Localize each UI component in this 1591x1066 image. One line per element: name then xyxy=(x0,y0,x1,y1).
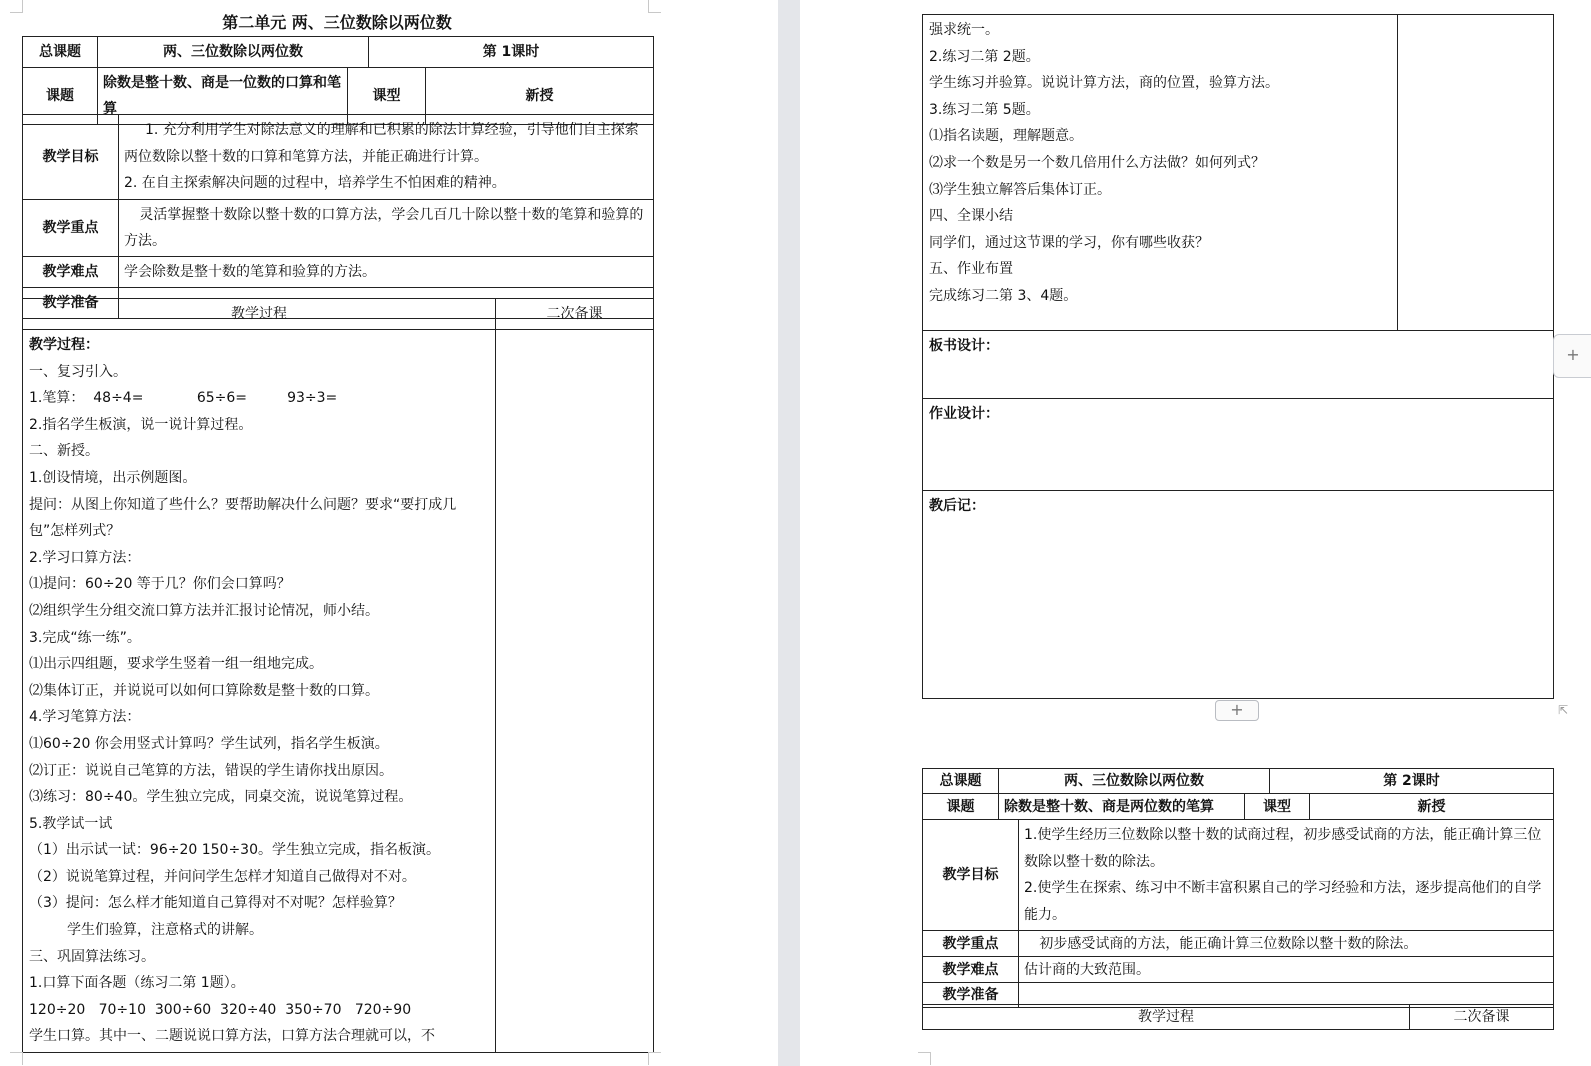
lesson1-continuation-table xyxy=(922,14,1554,699)
lesson2-goals-table xyxy=(922,819,1554,1008)
total-topic-value[interactable]: 两、三位数除以两位数 xyxy=(999,769,1270,794)
goal-1: 1.使学生经历三位数除以整十数的试商过程，初步感受试商的方法，能正确计算三位数除以整十数的除法。 xyxy=(1024,827,1542,870)
side-panel-add-button[interactable]: + xyxy=(1553,334,1591,378)
reflection-cell[interactable]: 教后记： xyxy=(923,491,1554,699)
process-line: 四、全课小结 xyxy=(929,208,1013,225)
process-line: ⑴出示四组题，要求学生竖着一组一组地完成。 xyxy=(29,656,323,673)
topic-label: 课题 xyxy=(23,68,98,125)
process-line: （1）出示试一试：96÷20 150÷30。学生独立完成，指名板演。 xyxy=(29,842,440,859)
goals-value[interactable] xyxy=(119,115,654,200)
process-line: （2）说说笔算过程，并问问学生怎样才知道自己做得对不对。 xyxy=(29,868,416,885)
lesson1-process-table xyxy=(22,298,654,1053)
process-header: 教学过程 xyxy=(923,1005,1410,1030)
type-value[interactable]: 新授 xyxy=(426,68,654,125)
difficulty-label: 教学难点 xyxy=(923,957,1019,983)
type-label: 课型 xyxy=(1245,794,1310,820)
type-label: 课型 xyxy=(348,68,426,125)
total-topic-value[interactable]: 两、三位数除以两位数 xyxy=(98,37,369,68)
topic-label: 课题 xyxy=(923,794,999,820)
lesson-number[interactable]: 第 2课时 xyxy=(1270,769,1554,794)
process-line: 学生们验算，注意格式的讲解。 xyxy=(67,922,263,939)
lesson1-header-table xyxy=(22,36,654,125)
goal-1: 1. 充分利用学生对除法意义的理解和已积累的除法计算经验，引导他们自主探索两位数除以整十数的口算和笔算方法，并能正确进行计算。 xyxy=(124,122,639,165)
secondary-prep-cell[interactable] xyxy=(496,330,654,1053)
process-line: 1.笔算： 48÷4= 65÷6= 93÷3= xyxy=(29,390,338,407)
page-corner-mark xyxy=(648,1052,661,1065)
process-line: 教学过程： xyxy=(29,337,99,353)
type-value[interactable]: 新授 xyxy=(1310,794,1554,820)
lesson1-goals-table xyxy=(22,114,654,319)
process-content[interactable] xyxy=(23,330,496,1053)
continuation-content[interactable] xyxy=(923,15,1398,331)
process-line: 强求统一。 xyxy=(929,22,999,38)
process-line: 3.完成“练一练”。 xyxy=(29,629,141,646)
process-line: ⑵订正：说说自己笔算的方法，错误的学生请你找出原因。 xyxy=(29,762,393,779)
goals-value[interactable] xyxy=(1019,820,1554,931)
process-line: ⑵求一个数是另一个数几倍用什么方法做？如何列式？ xyxy=(929,154,1265,171)
goal-2: 2.使学生在探索、练习中不断丰富积累自己的学习经验和方法，逐步提高他们的自学能力。 xyxy=(1024,880,1542,923)
add-row-button[interactable]: + xyxy=(1215,700,1259,721)
total-topic-label: 总课题 xyxy=(23,37,98,68)
process-line: ⑴指名读题，理解题意。 xyxy=(929,128,1083,145)
process-line: 2.指名学生板演，说一说计算过程。 xyxy=(29,416,253,433)
process-line: 2.练习二第 2题。 xyxy=(929,48,1040,65)
process-line: ⑶练习：80÷40。学生独立完成，同桌交流，说说笔算过程。 xyxy=(29,789,413,806)
page-corner-mark xyxy=(10,1052,23,1065)
process-line: ⑴60÷20 你会用竖式计算吗？学生试列，指名学生板演。 xyxy=(29,735,389,752)
process-header: 教学过程 xyxy=(23,299,496,330)
process-line: 120÷20 70÷10 300÷60 320÷40 350÷70 720÷90 xyxy=(29,1001,412,1018)
topic-value[interactable]: 除数是整十数、商是一位数的口算和笔算 xyxy=(98,68,348,125)
difficulty-label: 教学难点 xyxy=(23,256,119,287)
process-line: ⑶学生独立解答后集体订正。 xyxy=(929,181,1111,198)
prep-label: 教学准备 xyxy=(23,287,119,318)
process-line: 2.学习口算方法： xyxy=(29,549,141,566)
unit-title: 第二单元 两、三位数除以两位数 xyxy=(222,13,452,32)
goals-label: 教学目标 xyxy=(923,820,1019,931)
lesson2-process-header-table xyxy=(922,1004,1554,1030)
process-line: 二、新授。 xyxy=(29,443,99,460)
key-points-label: 教学重点 xyxy=(23,199,119,256)
total-topic-label: 总课题 xyxy=(923,769,999,794)
process-line: 5.教学试一试 xyxy=(29,815,113,832)
process-line: ⑴提问：60÷20 等于几？你们会口算吗？ xyxy=(29,576,291,593)
key-points-label: 教学重点 xyxy=(923,931,1019,957)
lesson-number[interactable]: 第 1课时 xyxy=(369,37,654,68)
goal-2: 2. 在自主探索解决问题的过程中，培养学生不怕困难的精神。 xyxy=(124,175,506,191)
secondary-prep-header: 二次备课 xyxy=(1410,1005,1554,1030)
homework-design-cell[interactable]: 作业设计： xyxy=(923,399,1554,491)
difficulty-value[interactable]: 学会除数是整十数的笔算和验算的方法。 xyxy=(119,256,654,287)
document-page-right xyxy=(800,0,1591,1066)
secondary-prep-header: 二次备课 xyxy=(496,299,654,330)
process-line: ⑵集体订正，并说说可以如何口算除数是整十数的口算。 xyxy=(29,682,379,699)
process-line: 同学们，通过这节课的学习，你有哪些收获？ xyxy=(929,234,1209,251)
topic-value[interactable]: 除数是整十数、商是两位数的笔算 xyxy=(999,794,1245,820)
page-corner-mark xyxy=(918,1052,931,1065)
process-line: 学生口算。其中一、二题说说口算方法，口算方法合理就可以，不 xyxy=(29,1028,435,1045)
lesson2-header-table xyxy=(922,768,1554,820)
process-line: 提问：从图上你知道了些什么？要帮助解决什么问题？要求“要打成几包”怎样列式？ xyxy=(29,496,457,540)
process-line: 1.口算下面各题（练习二第 1题）。 xyxy=(29,975,245,992)
key-points-value[interactable]: 初步感受试商的方法，能正确计算三位数除以整十数的除法。 xyxy=(1019,931,1554,957)
document-page-left xyxy=(0,0,778,1066)
process-line: 一、复习引入。 xyxy=(29,363,127,380)
process-line: ⑵组织学生分组交流口算方法并汇报讨论情况，师小结。 xyxy=(29,602,379,619)
process-line: 三、巩固算法练习。 xyxy=(29,948,155,965)
process-line: （3）提问：怎么样才能知道自己算得对不对呢？怎样验算？ xyxy=(29,895,402,912)
process-line: 完成练习二第 3、4题。 xyxy=(929,287,1078,304)
process-line: 3.练习二第 5题。 xyxy=(929,101,1040,118)
goals-label: 教学目标 xyxy=(23,115,119,200)
process-line: 五、作业布置 xyxy=(929,261,1013,278)
key-points-value[interactable]: 灵活掌握整十数除以整十数的口算方法，学会几百几十除以整十数的笔算和验算的方法。 xyxy=(119,199,654,256)
board-design-cell[interactable]: 板书设计： xyxy=(923,331,1554,399)
process-line: 4.学习笔算方法： xyxy=(29,709,141,726)
collapse-corner-icon[interactable]: ⇱ xyxy=(1557,703,1569,717)
page-gutter xyxy=(778,0,800,1066)
process-line: 学生练习并验算。说说计算方法，商的位置，验算方法。 xyxy=(929,75,1279,92)
difficulty-value[interactable]: 估计商的大致范围。 xyxy=(1019,957,1554,983)
prep-label: 教学准备 xyxy=(923,983,1019,1008)
secondary-prep-cell[interactable] xyxy=(1398,15,1554,331)
process-line: 1.创设情境，出示例题图。 xyxy=(29,469,197,486)
